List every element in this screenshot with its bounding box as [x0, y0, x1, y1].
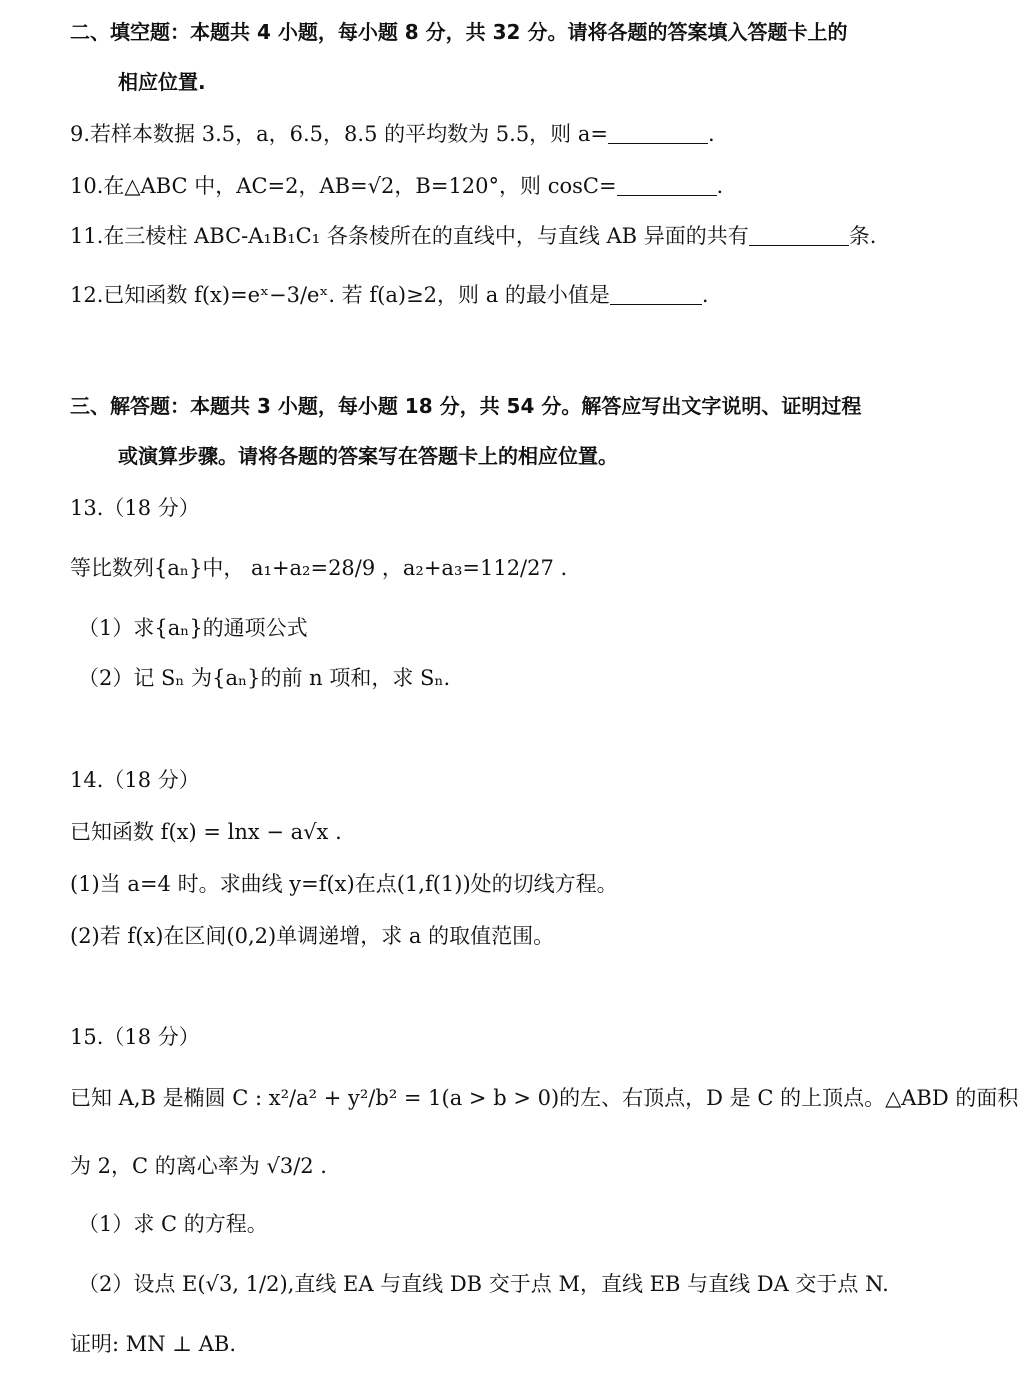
question-13-part1: （1）求{aₙ}的通项公式 — [78, 616, 308, 640]
answer-blank — [610, 303, 702, 305]
question-14-stem: 已知函数 f(x) = lnx − a√x . — [70, 820, 342, 844]
question-15-stem-line1: 已知 A,B 是椭圆 C : x²/a² + y²/b² = 1(a > b > 0)的左、右顶点，D 是 C 的上顶点。△ABD 的面积 — [70, 1086, 1019, 1110]
question-10: 10.在△ABC 中，AC=2，AB=√2，B=120°，则 cosC= . — [70, 174, 724, 198]
question-9-text: 9. — [70, 122, 91, 146]
question-10-number: 10. — [70, 174, 104, 198]
answer-blank — [617, 194, 717, 196]
question-14-part2: (2)若 f(x)在区间(0,2)单调递增，求 a 的取值范围。 — [70, 924, 555, 948]
question-13-stem: 等比数列{aₙ}中， a₁+a₂=28/9 ，a₂+a₃=112/27 . — [70, 556, 568, 580]
question-13-part2: （2）记 Sₙ 为{aₙ}的前 n 项和，求 Sₙ. — [78, 666, 451, 690]
question-11-body: 在三棱柱 ABC-A₁B₁C₁ 各条棱所在的直线中，与直线 AB 异面的共有 — [103, 224, 749, 248]
question-12: 12.已知函数 f(x)=eˣ−3/eˣ. 若 f(a)≥2，则 a 的最小值是 . — [70, 283, 709, 307]
question-12-body: 已知函数 f(x)=eˣ−3/eˣ. 若 f(a)≥2，则 a 的最小值是 — [103, 283, 610, 307]
question-15-part1: （1）求 C 的方程。 — [78, 1212, 268, 1236]
question-9: 9.若样本数据 3.5，a，6.5，8.5 的平均数为 5.5，则 a= . — [70, 122, 715, 146]
question-15-proof: 证明: MN ⊥ AB. — [70, 1332, 237, 1356]
answer-blank — [608, 142, 708, 144]
question-15-heading: 15.（18 分） — [70, 1025, 200, 1049]
question-15-part2: （2）设点 E(√3, 1/2),直线 EA 与直线 DB 交于点 M，直线 EB 与直线 DA 交于点 N. — [78, 1272, 889, 1296]
question-11-number: 11. — [70, 224, 104, 248]
question-12-number: 12. — [70, 283, 104, 307]
question-14-part1: (1)当 a=4 时。求曲线 y=f(x)在点(1,f(1))处的切线方程。 — [70, 872, 618, 896]
answer-blank — [749, 244, 849, 246]
section2-header-line1: 二、填空题：本题共 4 小题，每小题 8 分，共 32 分。请将各题的答案填入答题卡上的 — [70, 20, 848, 44]
section3-header-line2: 或演算步骤。请将各题的答案写在答题卡上的相应位置。 — [118, 444, 618, 468]
question-11 — [70, 226, 876, 247]
question-10-body: 在△ABC 中，AC=2，AB=√2，B=120°，则 cosC= — [103, 174, 617, 198]
section2-header-line2: 相应位置. — [118, 70, 206, 94]
section3-header-line1: 三、解答题：本题共 3 小题，每小题 18 分，共 54 分。解答应写出文字说明、证明过程 — [70, 394, 862, 418]
question-13-heading: 13.（18 分） — [70, 496, 200, 520]
question-9-body: 若样本数据 3.5，a，6.5，8.5 的平均数为 5.5，则 a= — [90, 122, 608, 146]
question-11-suffix: 条. — [848, 224, 877, 248]
question-14-heading: 14.（18 分） — [70, 768, 200, 792]
question-15-stem-line2: 为 2，C 的离心率为 √3/2 . — [70, 1154, 327, 1178]
